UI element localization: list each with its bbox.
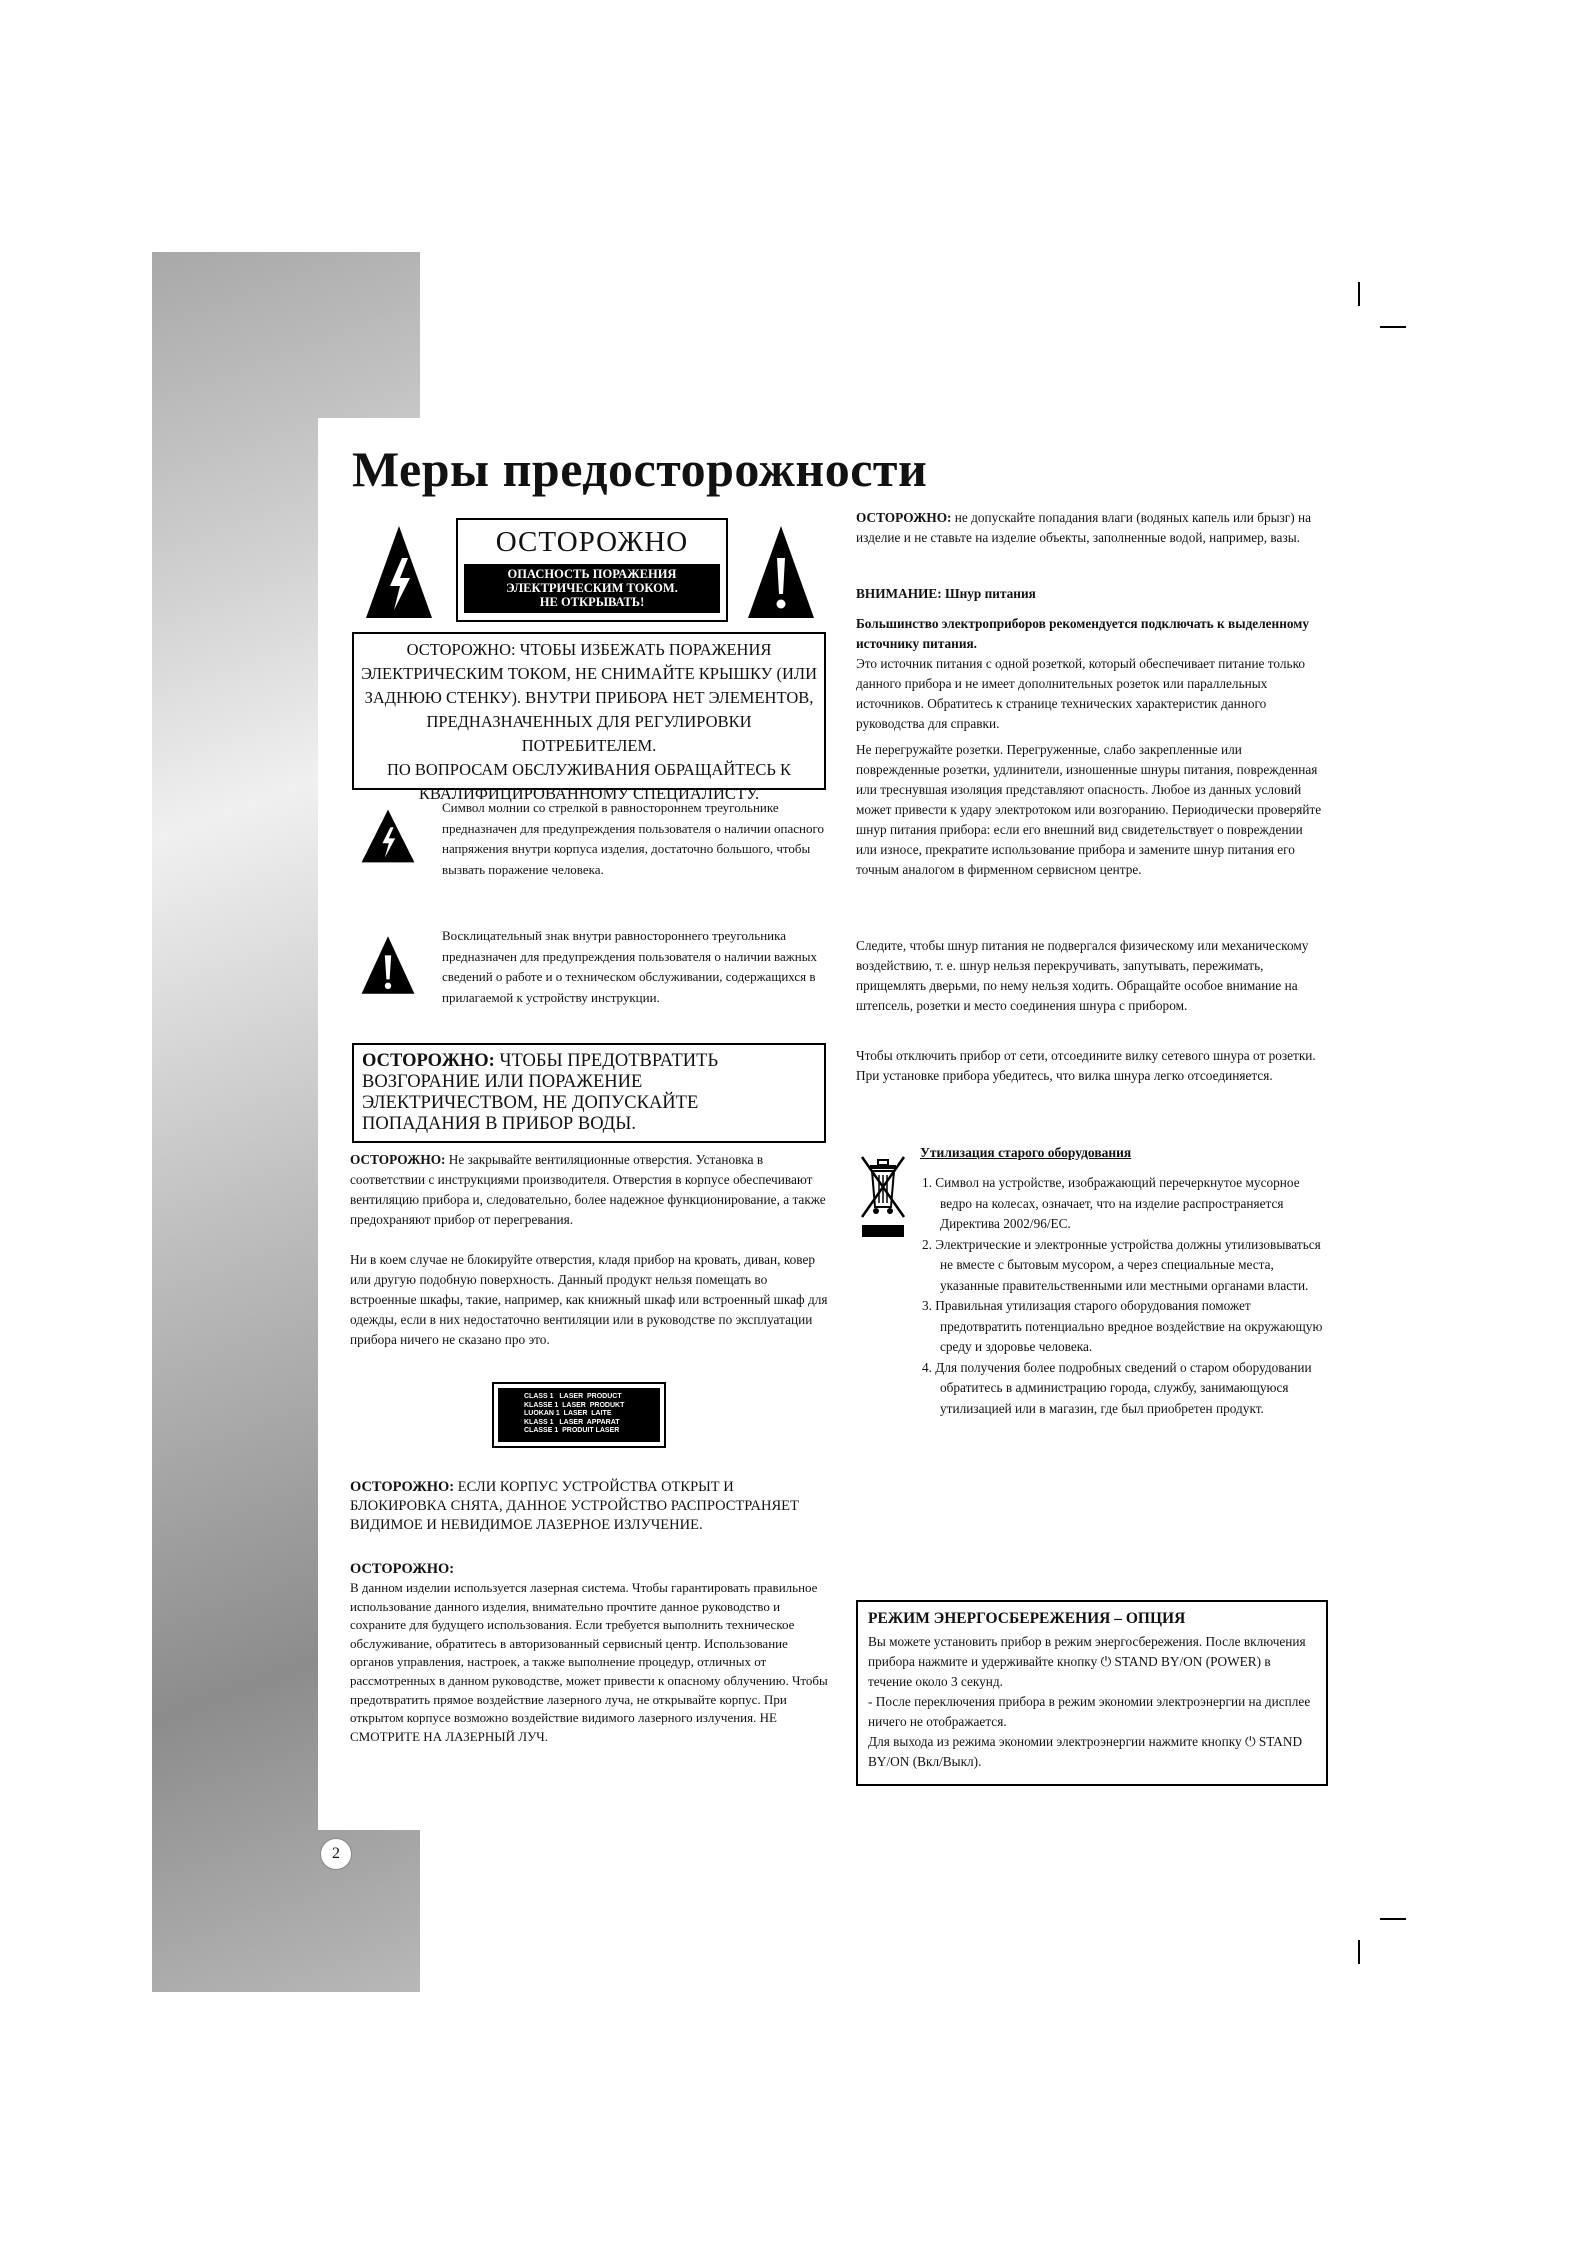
shock-warning-line: ЗАДНЮЮ СТЕНКУ). ВНУТРИ ПРИБОРА НЕТ ЭЛЕМЕНТОВ, (364, 688, 814, 707)
eco-mode-p1 (868, 1632, 1316, 1692)
shock-warning-line: КВАЛИФИЦИРОВАННОМУ СПЕЦИАЛИСТУ. (418, 784, 760, 803)
eco-mode-p3 (868, 1732, 1316, 1772)
fire-warning-box (352, 1043, 826, 1143)
ventilation-text: Не закрывайте вентиляционные отверстия. Установка в соответствии с инструкциями производителя. Отверстия в корпусе обеспечивают вентиляцию прибора и, следовательно, более надежное функционирование, а также предохраняют прибор от перегревания. (350, 1152, 826, 1227)
warning-header (350, 518, 830, 626)
eco-mode-p3-text-end: STAND BY/ON (Вкл/Выкл). (868, 1734, 1303, 1769)
laser-label-line: CLASS 1 LASER PRODUCT (524, 1393, 622, 1400)
eco-mode-p1-text: Вы можете установить прибор в режим энергосбережения. После включения прибора нажмите и удерживайте кнопку (868, 1634, 1306, 1669)
laser-radiation-warning (350, 1478, 830, 1535)
warning-label-box (456, 518, 728, 622)
lightning-symbol-text: Символ молнии со стрелкой в равностороннем треугольнике предназначен для предупреждения пользователя о наличии опасного напряжения внутри корпуса изделия, достаточно большого, чтобы вызвать поражение человека. (442, 800, 825, 877)
power-cord-intro: Большинство электроприборов рекомендуется подключать к выделенному источнику питания. (856, 616, 1309, 651)
warning-subtitle-line: ОПАСНОСТЬ ПОРАЖЕНИЯ (507, 567, 677, 581)
exclamation-triangle-icon (360, 934, 416, 996)
warning-subtitle-line: ЭЛЕКТРИЧЕСКИМ ТОКОМ. (506, 581, 678, 595)
laser-warning-text: ЕСЛИ КОРПУС УСТРОЙСТВА ОТКРЫТ И БЛОКИРОВКА СНЯТА, ДАННОЕ УСТРОЙСТВО РАСПРОСТРАНЯЕТ ВИДИМОЕ И НЕВИДИМОЕ ЛАЗЕРНОЕ ИЗЛУЧЕНИЕ. (350, 1479, 799, 1533)
crop-mark (1380, 326, 1406, 328)
eco-mode-title: РЕЖИМ ЭНЕРГОСБЕРЕЖЕНИЯ – ОПЦИЯ (868, 1610, 1186, 1627)
crop-mark (1380, 1918, 1406, 1920)
crossed-bin-icon (856, 1151, 910, 1243)
shock-warning-line: ПРЕДНАЗНАЧЕННЫХ ДЛЯ РЕГУЛИРОВКИ ПОТРЕБИТЕЛЕМ. (426, 712, 752, 755)
crop-mark (1358, 282, 1360, 306)
power-cord-p1: Это источник питания с одной розеткой, который обеспечивает питание только данного прибора и не имеет дополнительных розеток или параллельных источников. Обратитесь к странице технических характеристик данного руководства для справки. (856, 656, 1306, 731)
laser-class-label (492, 1382, 666, 1448)
power-icon: ⏻ (1100, 1654, 1112, 1669)
warning-title: ОСТОРОЖНО (495, 526, 689, 558)
laser-class-label-text (498, 1388, 660, 1442)
exclamation-triangle-icon (746, 524, 816, 620)
eco-mode-p2: - После переключения прибора в режим экономии электроэнергии на дисплее ничего не отображается. (868, 1694, 1311, 1729)
laser-warning-label: ОСТОРОЖНО: (350, 1479, 455, 1495)
eco-mode-p1-text-end: STAND BY/ON (POWER) в течение около 3 секунд. (868, 1654, 1271, 1689)
list-item: 4. Для получения более подробных сведений о старом оборудовании обратитесь в администрацию города, службу, занимающуюся утилизацией или в магазин, где был приобретен продукт. (922, 1359, 1312, 1416)
page-number: 2 (320, 1838, 352, 1870)
eco-mode-box (856, 1600, 1328, 1786)
laser-label-line: KLASS 1 LASER APPARAT (524, 1418, 620, 1426)
page-title: Меры предосторожности (352, 441, 928, 497)
ventilation-caution-2: Ни в коем случае не блокируйте отверстия, кладя прибор на кровать, диван, ковер или другую подобную поверхность. Данный продукт нельзя помещать во встроенные шкафы, такие, например, как книжный шкаф или встроенный шкаф для одежды, если в них недостаточно вентиляции или в руководстве по эксплуатации прибора ничего не сказано про это. (350, 1252, 828, 1347)
list-item: 2. Электрические и электронные устройства должны утилизовываться не вместе с бытовым мусором, а через специальные места, указанные правительственными или местными органами власти. (922, 1236, 1321, 1293)
eco-mode-p3-text: Для выхода из режима экономии электроэнергии нажмите кнопку (868, 1734, 1242, 1749)
disposal-list (922, 1173, 1332, 1419)
lightning-triangle-icon (364, 524, 434, 620)
disposal-title: Утилизация старого оборудования (920, 1145, 1132, 1160)
power-cord-p4: Чтобы отключить прибор от сети, отсоедините вилку сетевого шнура от розетки. При установке прибора убедитесь, что вилка шнура легко отсоединяется. (856, 1048, 1316, 1083)
laser-label-line: LUOKAN 1 LASER LAITE (524, 1410, 612, 1417)
power-cord-p2: Не перегружайте розетки. Перегруженные, слабо закрепленные или поврежденные розетки, удлинители, изношенные шнуры питания, поврежденная или треснувшая изоляция представляют опасность. Любое из данных условий может привести к удару электротоком или возгоранию. Периодически проверяйте шнур питания прибора: если его внешний вид свидетельствует о повреждении или износе, прекратите использование прибора и замените шнур питания его точным аналогом в фирменном сервисном центре. (856, 742, 1322, 877)
warning-subtitle (464, 564, 720, 613)
shock-warning-line: ЭЛЕКТРИЧЕСКИМ ТОКОМ, НЕ СНИМАЙТЕ КРЫШКУ (ИЛИ (361, 664, 817, 683)
shock-warning-box (352, 632, 826, 803)
laser-system-label: ОСТОРОЖНО: (350, 1561, 455, 1577)
moisture-label: ОСТОРОЖНО: (856, 510, 952, 525)
power-icon: ⏻ (1244, 1734, 1256, 1749)
ventilation-label: ОСТОРОЖНО: (350, 1152, 446, 1167)
lightning-triangle-icon (360, 808, 416, 864)
ventilation-caution (350, 1150, 830, 1230)
warning-subtitle-line: НЕ ОТКРЫВАТЬ! (539, 595, 645, 609)
moisture-text: не допускайте попадания влаги (водяных капель или брызг) на изделие и не ставьте на изделие объекты, заполненные водой, например, вазы. (856, 510, 1312, 545)
list-item: 3. Правильная утилизация старого оборудования поможет предотвратить потенциально вредное воздействие на окружающую среду и здоровье человека. (922, 1298, 1323, 1354)
laser-system-body (350, 1579, 830, 1746)
crop-mark (1358, 1940, 1360, 1964)
exclamation-symbol-text: Восклицательный знак внутри равностороннего треугольника предназначен для предупреждения пользователя о наличии важных сведений о работе и о техническом обслуживании, содержащихся в прилагаемой к устройству инструкции. (442, 928, 817, 1005)
exclamation-symbol-explanation (350, 926, 830, 1038)
power-cord-p3: Следите, чтобы шнур питания не подвергался физическому или механическому воздействию, т. е. шнур нельзя перекручивать, запутывать, пережимать, прищемлять дверьми, по нему нельзя ходить. Обращайте особое внимание на штепсель, розетки и место соединения шнура с прибором. (856, 938, 1309, 1013)
laser-label-line: CLASSE 1 PRODUIT LASER (524, 1427, 620, 1434)
laser-system-text: В данном изделии используется лазерная система. Чтобы гарантировать правильное использование данного изделия, внимательно прочтите данное руководство и сохраните для будущего использования. Если требуется выполнить техническое обслуживание, обратитесь в авторизованный сервисный центр. Использование органов управления, настроек, а также выполнение процедур, отличных от рассмотренных в данном руководстве, может привести к опасному облучению. Чтобы предотвратить прямое воздействие лазерного луча, не открывайте корпус. При открытом корпусе возможно воздействие видимого лазерного излучения. (350, 1580, 828, 1726)
shock-warning-line: ОСТОРОЖНО: ЧТОБЫ ИЗБЕЖАТЬ ПОРАЖЕНИЯ (406, 640, 772, 659)
fire-warning-text: ЧТОБЫ ПРЕДОТВРАТИТЬ ВОЗГОРАНИЕ ИЛИ ПОРАЖЕНИЕ ЭЛЕКТРИЧЕСТВОМ, НЕ ДОПУСКАЙТЕ ПОПАДАНИЯ В ПРИБОР ВОДЫ. (362, 1051, 719, 1134)
laser-label-line: KLASSE 1 LASER PRODUKT (524, 1401, 625, 1409)
list-item: 1. Символ на устройстве, изображающий перечеркнутое мусорное ведро на колесах, означает, что на изделие распространяется Директива 2002/96/EC. (922, 1175, 1300, 1231)
shock-warning-line: ПО ВОПРОСАМ ОБСЛУЖИВАНИЯ ОБРАЩАЙТЕСЬ К (386, 760, 792, 779)
lightning-symbol-explanation (350, 798, 830, 910)
laser-system-caution (350, 1560, 830, 1746)
laser-system-text-end: НЕ СМОТРИТЕ НА ЛАЗЕРНЫЙ ЛУЧ. (350, 1710, 777, 1744)
moisture-caution (856, 508, 1326, 548)
fire-warning-label: ОСТОРОЖНО: (362, 1051, 495, 1071)
power-cord-heading: ВНИМАНИЕ: Шнур питания (856, 586, 1036, 601)
